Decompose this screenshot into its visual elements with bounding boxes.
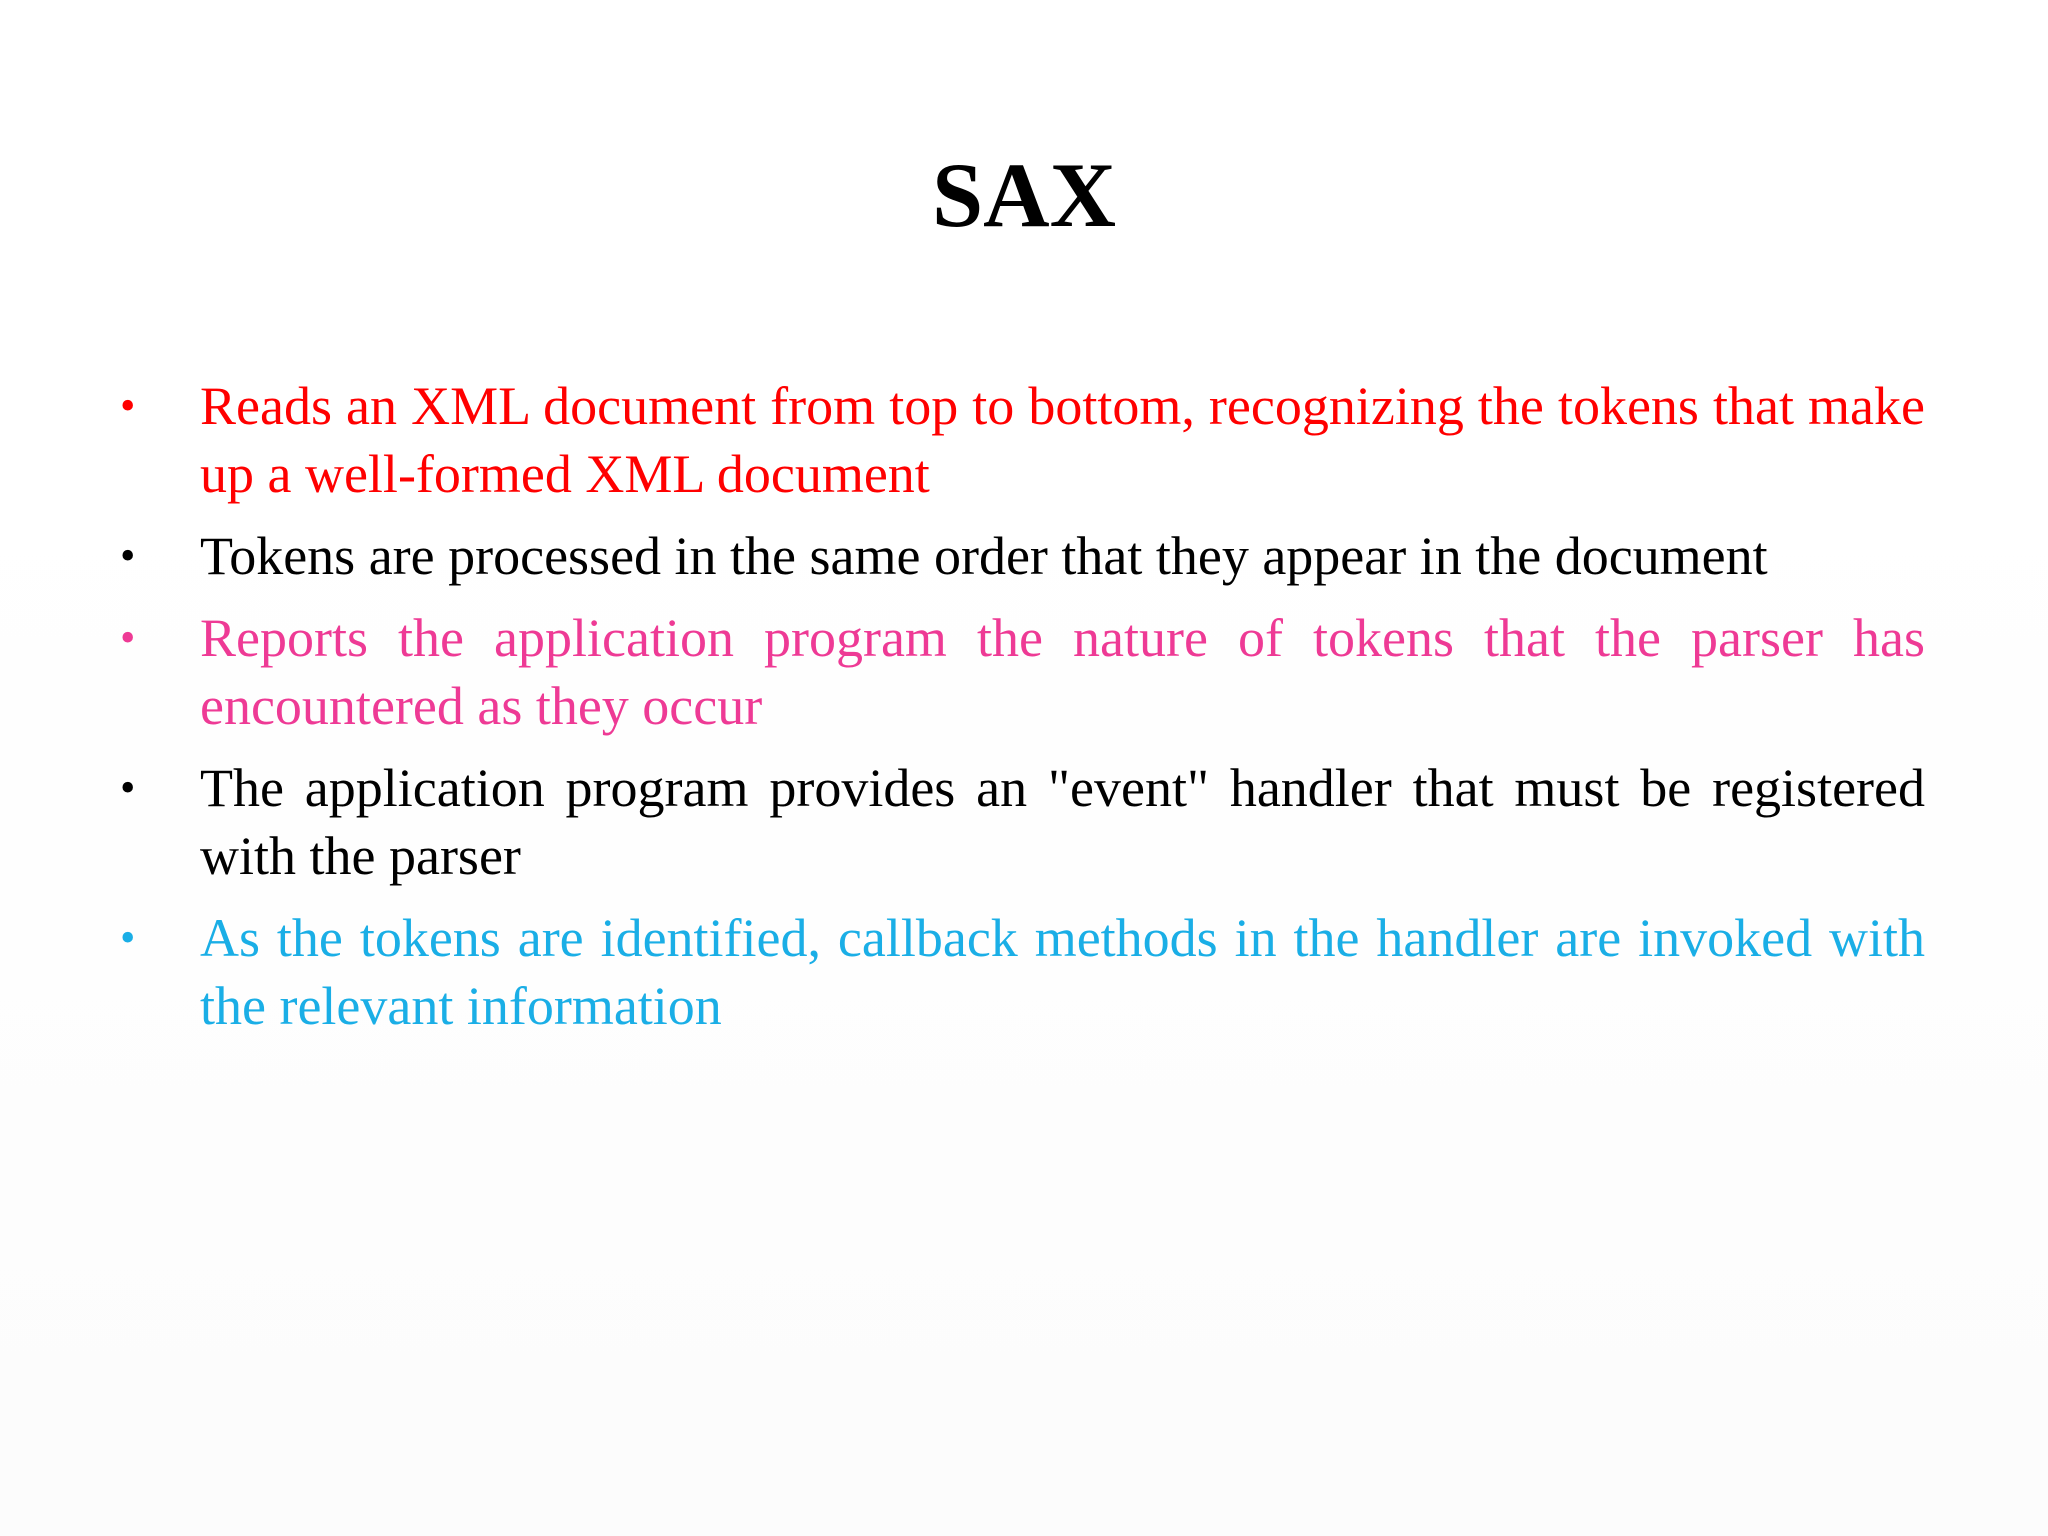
bullet-marker: • (120, 381, 136, 430)
bullet-marker: • (120, 763, 136, 812)
bullet-text: Reads an XML document from top to bottom, recognizing the tokens that make up a well-formed XML document (200, 376, 1925, 504)
bullet-text: Reports the application program the nature of tokens that the parser has encountered as they occur (200, 608, 1925, 736)
slide-title: SAX (931, 144, 1117, 246)
bullet-marker: • (120, 613, 136, 662)
bullet-marker: • (120, 913, 136, 962)
bullet-list (115, 372, 1925, 1054)
bullet-item-4 (115, 754, 1925, 890)
bullet-text: The application program provides an "event" handler that must be registered with the parser (200, 758, 1925, 886)
bullet-item-1 (115, 372, 1925, 508)
bullet-marker: • (120, 531, 136, 580)
bullet-text: Tokens are processed in the same order that they appear in the document (200, 526, 1768, 586)
bullet-item-2 (115, 522, 1925, 590)
bullet-item-5 (115, 904, 1925, 1040)
bullet-item-3 (115, 604, 1925, 740)
bullet-text: As the tokens are identified, callback methods in the handler are invoked with the relevant information (200, 908, 1925, 1036)
